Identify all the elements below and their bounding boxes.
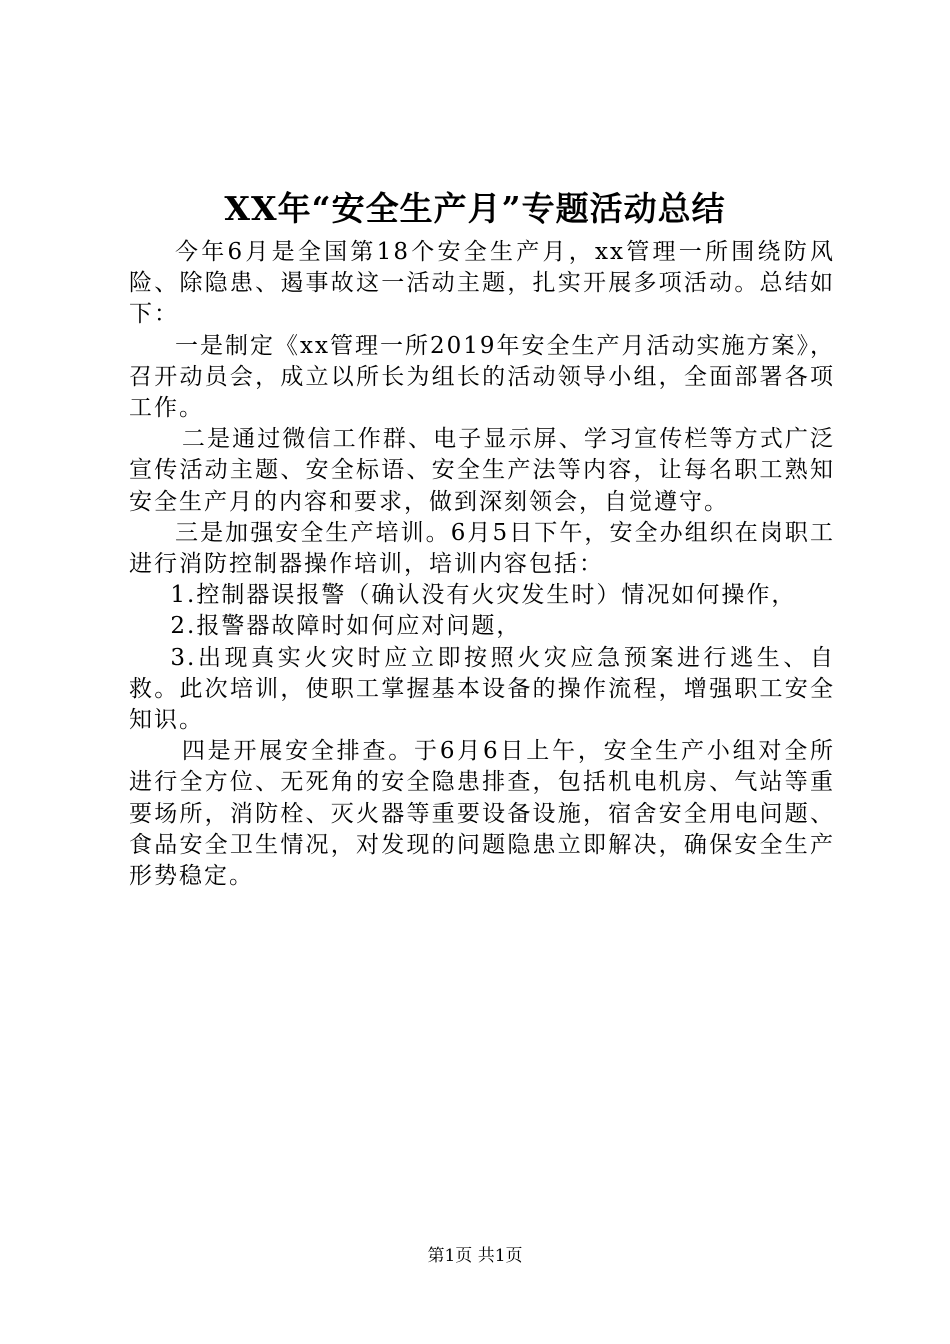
training-point-3: 3.出现真实火灾时应立即按照火灾应急预案进行逃生、自救。此次培训，使职工掌握基本设备的操作流程，增强职工安全知识。 xyxy=(129,644,835,734)
paragraph-item-2: 二是通过微信工作群、电子显示屏、学习宣传栏等方式广泛宣传活动主题、安全标语、安全生产法等内容，让每名职工熟知安全生产月的内容和要求，做到深刻领会，自觉遵守。 xyxy=(129,426,835,515)
paragraph-item-1: 一是制定《xx管理一所2019年安全生产月活动实施方案》，召开动员会，成立以所长为组长的活动领导小组，全面部署各项工作。 xyxy=(129,332,835,422)
training-point-1: 1.控制器误报警（确认没有火灾发生时）情况如何操作， xyxy=(170,582,797,609)
document-title: XX年“安全生产月”专题活动总结 xyxy=(224,189,726,228)
paragraph-item-3: 三是加强安全生产培训。6月5日下午，安全办组织在岗职工进行消防控制器操作培训，培训内容包括： xyxy=(129,519,835,578)
document-body xyxy=(129,237,835,892)
paragraph-item-4: 四是开展安全排查。于6月6日上午，安全生产小组对全所进行全方位、无死角的安全隐患排查，包括机电机房、气站等重要场所，消防栓、灭火器等重要设备设施，宿舍安全用电问题、食品安全卫生情况，对发现的问题隐患立即解决，确保安全生产形势稳定。 xyxy=(129,738,835,890)
training-point-2: 2.报警器故障时如何应对问题， xyxy=(170,613,522,640)
page-number: 第1页 共1页 xyxy=(427,1246,523,1266)
paragraph-intro: 今年6月是全国第18个安全生产月，xx管理一所围绕防风险、除隐患、遏事故这一活动主题，扎实开展多项活动。总结如下： xyxy=(129,239,835,328)
